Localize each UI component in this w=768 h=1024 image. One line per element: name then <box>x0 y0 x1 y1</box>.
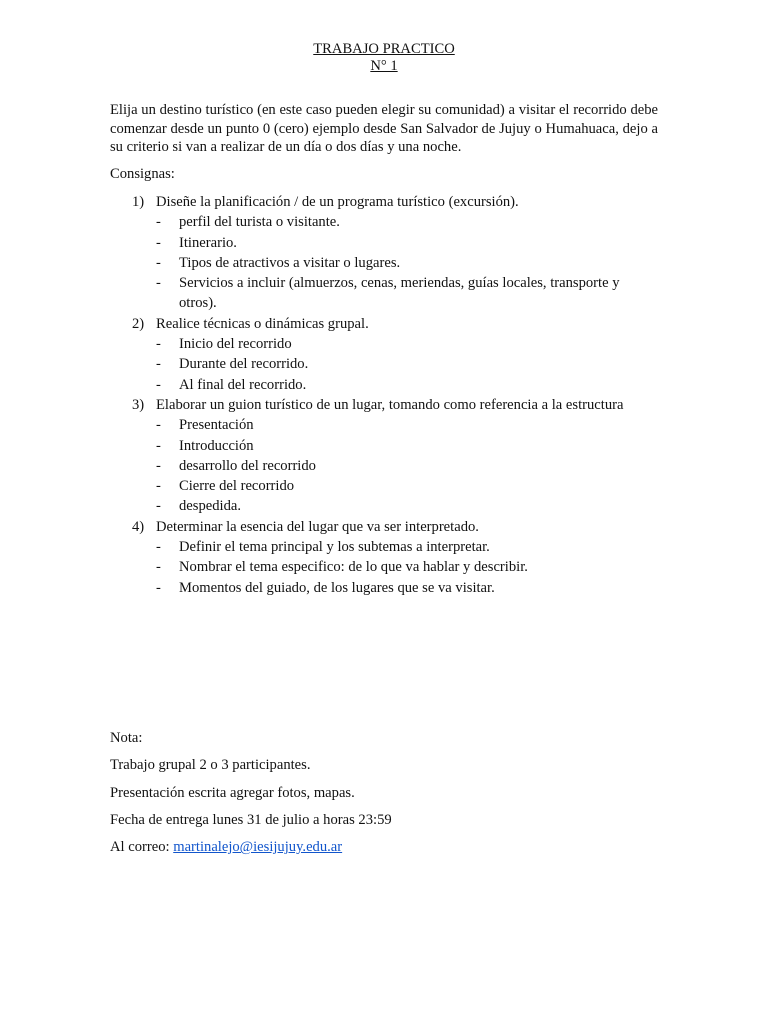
sub-item-text: Momentos del guiado, de los lugares que se va visitar. <box>179 579 495 596</box>
sub-item-text: Nombrar el tema especifico: de lo que va hablar y describir. <box>179 559 528 576</box>
list-item <box>110 192 670 212</box>
item-text: Diseñe la planificación / de un programa turístico (excursión). <box>156 194 519 210</box>
dash-bullet: - <box>156 417 161 434</box>
sub-item-text: Tipos de atractivos a visitar o lugares. <box>179 254 401 271</box>
list-item <box>110 314 670 334</box>
item-text: Determinar la esencia del lugar que va ser interpretado. <box>156 518 479 535</box>
item-number: 1) <box>132 194 145 210</box>
item-number: 3) <box>132 396 145 413</box>
nota-label: Nota: <box>110 730 143 746</box>
nota-line: Trabajo grupal 2 o 3 participantes. <box>110 757 311 774</box>
sub-item-text: Servicios a incluir (almuerzos, cenas, meriendas, guías locales, transporte y otros). <box>179 275 620 312</box>
sub-item <box>110 537 670 557</box>
document-number: N° 1 <box>370 58 398 74</box>
dash-bullet: - <box>156 457 161 474</box>
sub-item-text: Itinerario. <box>179 234 237 251</box>
sub-item-text: Cierre del recorrido <box>179 478 295 495</box>
consignas-label: Consignas: <box>110 166 175 182</box>
item-number: 2) <box>132 315 145 332</box>
sub-item-text: Al final del recorrido. <box>179 376 307 393</box>
sub-item <box>110 375 670 395</box>
consignas-list <box>110 192 670 598</box>
sub-item-text: Presentación <box>179 417 254 434</box>
sub-item <box>110 578 670 598</box>
sub-item <box>110 557 670 577</box>
sub-item-text: desarrollo del recorrido <box>179 457 316 474</box>
sub-item-text: Durante del recorrido. <box>179 356 309 373</box>
item-text: Elaborar un guion turístico de un lugar, tomando como referencia a la estructura <box>156 396 624 413</box>
dash-bullet: - <box>156 275 161 292</box>
sub-item <box>110 415 670 435</box>
sub-item <box>110 253 670 273</box>
sub-item <box>110 354 670 374</box>
dash-bullet: - <box>156 559 161 576</box>
item-number: 4) <box>132 518 145 535</box>
intro-paragraph: Elija un destino turístico (en este caso pueden elegir su comunidad) a visitar el recorrido debe comenzar desde un punto 0 (cero) ejemplo desde San Salvador de Jujuy o Humahuaca, dejo a su criterio si van a realizar de un día o dos días y una noche. <box>110 102 658 155</box>
list-item <box>110 517 670 537</box>
dash-bullet: - <box>156 234 161 251</box>
sub-item-text: despedida. <box>179 498 242 515</box>
sub-item <box>110 212 670 232</box>
dash-bullet: - <box>156 254 161 271</box>
sub-item <box>110 456 670 476</box>
sub-item <box>110 273 670 314</box>
dash-bullet: - <box>156 336 161 353</box>
sub-item-text: Introducción <box>179 437 254 454</box>
email-link[interactable]: martinalejo@iesijujuy.edu.ar <box>173 839 343 856</box>
email-prefix: Al correo: <box>110 839 174 856</box>
nota-section <box>110 725 392 861</box>
dash-bullet: - <box>156 498 161 515</box>
sub-item-text: perfil del turista o visitante. <box>179 214 340 231</box>
email-line <box>110 834 392 861</box>
dash-bullet: - <box>156 214 161 231</box>
nota-line: Fecha de entrega lunes 31 de julio a horas 23:59 <box>110 811 392 828</box>
item-text: Realice técnicas o dinámicas grupal. <box>156 315 369 332</box>
dash-bullet: - <box>156 356 161 373</box>
dash-bullet: - <box>156 579 161 596</box>
sub-item <box>110 476 670 496</box>
dash-bullet: - <box>156 437 161 454</box>
dash-bullet: - <box>156 539 161 556</box>
sub-item-text: Definir el tema principal y los subtemas a interpretar. <box>179 539 490 556</box>
sub-item <box>110 233 670 253</box>
list-item <box>110 395 670 415</box>
dash-bullet: - <box>156 478 161 495</box>
sub-item <box>110 496 670 516</box>
sub-item <box>110 334 670 354</box>
sub-item-text: Inicio del recorrido <box>179 336 292 353</box>
sub-item <box>110 436 670 456</box>
nota-line: Presentación escrita agregar fotos, mapas. <box>110 784 355 801</box>
document-title: TRABAJO PRACTICO <box>313 41 455 57</box>
dash-bullet: - <box>156 376 161 393</box>
